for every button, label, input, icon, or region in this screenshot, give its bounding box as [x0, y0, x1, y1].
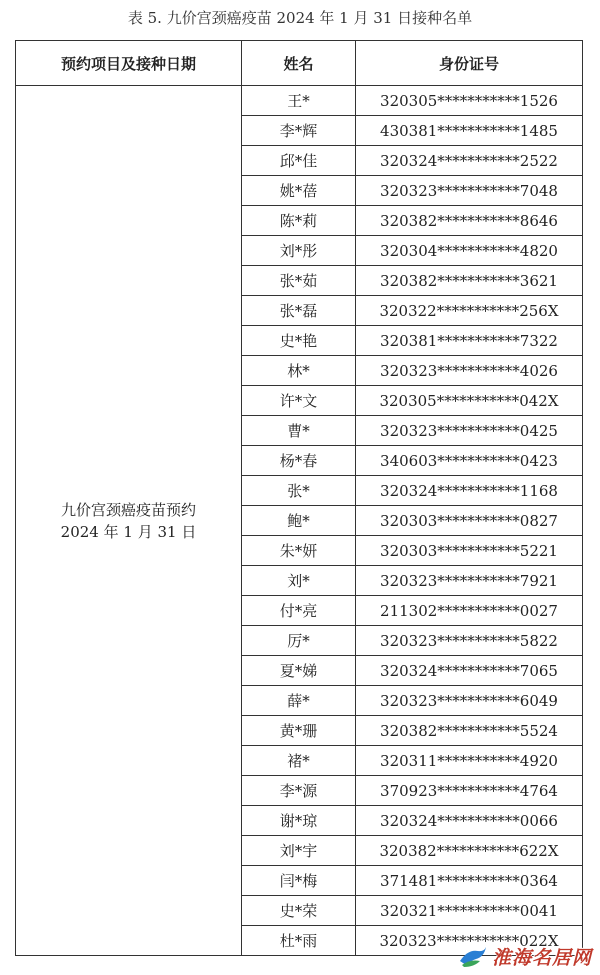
- name-cell: 杜*雨: [242, 926, 356, 956]
- name-cell: 刘*: [242, 566, 356, 596]
- name-cell: 薛*: [242, 686, 356, 716]
- table-body: [16, 86, 583, 956]
- id-number-cell: 320382***********622X: [356, 836, 583, 866]
- watermark-text: 淮海名居网: [491, 946, 592, 969]
- id-number-cell: 370923***********4764: [356, 776, 583, 806]
- table-caption: 表 5. 九价宫颈癌疫苗 2024 年 1 月 31 日接种名单: [127, 9, 473, 27]
- name-cell: 史*艳: [242, 326, 356, 356]
- name-cell: 闫*梅: [242, 866, 356, 896]
- project-date: 2024 年 1 月 31 日: [60, 522, 197, 541]
- name-cell: 李*源: [242, 776, 356, 806]
- name-cell: 黄*珊: [242, 716, 356, 746]
- name-cell: 陈*莉: [242, 206, 356, 236]
- id-number-cell: 320304***********4820: [356, 236, 583, 266]
- name-cell: 史*荣: [242, 896, 356, 926]
- name-cell: 姚*蓓: [242, 176, 356, 206]
- id-number-cell: 320323***********022X: [356, 926, 583, 956]
- name-cell: 王*: [242, 86, 356, 116]
- id-number-cell: 211302***********0027: [356, 596, 583, 626]
- table-row: [16, 86, 583, 116]
- name-cell: 李*辉: [242, 116, 356, 146]
- id-number-cell: 320305***********1526: [356, 86, 583, 116]
- name-cell: 张*: [242, 476, 356, 506]
- name-cell: 厉*: [242, 626, 356, 656]
- name-cell: 林*: [242, 356, 356, 386]
- id-number-cell: 320311***********4920: [356, 746, 583, 776]
- name-cell: 刘*宇: [242, 836, 356, 866]
- bird-logo-icon: [458, 943, 488, 969]
- id-number-cell: 320323***********0425: [356, 416, 583, 446]
- id-number-cell: 320303***********0827: [356, 506, 583, 536]
- name-cell: 付*亮: [242, 596, 356, 626]
- id-number-cell: 320324***********7065: [356, 656, 583, 686]
- site-watermark: [458, 941, 592, 971]
- project-title: 九价宫颈癌疫苗预约: [60, 500, 196, 519]
- name-cell: 褚*: [242, 746, 356, 776]
- vaccination-roster-table: [15, 40, 583, 956]
- id-number-cell: 320324***********0066: [356, 806, 583, 836]
- id-number-cell: 320381***********7322: [356, 326, 583, 356]
- id-number-cell: 340603***********0423: [356, 446, 583, 476]
- name-cell: 谢*琼: [242, 806, 356, 836]
- name-cell: 杨*春: [242, 446, 356, 476]
- id-number-cell: 320382***********5524: [356, 716, 583, 746]
- id-number-cell: 320323***********6049: [356, 686, 583, 716]
- name-cell: 刘*彤: [242, 236, 356, 266]
- project-cell: [16, 86, 242, 956]
- name-cell: 张*茹: [242, 266, 356, 296]
- header-name: 姓名: [242, 41, 356, 86]
- id-number-cell: 320321***********0041: [356, 896, 583, 926]
- name-cell: 张*磊: [242, 296, 356, 326]
- name-cell: 许*文: [242, 386, 356, 416]
- id-number-cell: 320323***********7048: [356, 176, 583, 206]
- id-number-cell: 371481***********0364: [356, 866, 583, 896]
- name-cell: 鲍*: [242, 506, 356, 536]
- id-number-cell: 320323***********4026: [356, 356, 583, 386]
- id-number-cell: 320324***********2522: [356, 146, 583, 176]
- id-number-cell: 320323***********5822: [356, 626, 583, 656]
- id-number-cell: 320382***********3621: [356, 266, 583, 296]
- name-cell: 朱*妍: [242, 536, 356, 566]
- id-number-cell: 320323***********7921: [356, 566, 583, 596]
- id-number-cell: 430381***********1485: [356, 116, 583, 146]
- id-number-cell: 320305***********042X: [356, 386, 583, 416]
- id-number-cell: 320382***********8646: [356, 206, 583, 236]
- table-header-row: [16, 41, 583, 86]
- id-number-cell: 320322***********256X: [356, 296, 583, 326]
- name-cell: 夏*娣: [242, 656, 356, 686]
- header-project: 预约项目及接种日期: [16, 41, 242, 86]
- header-id: 身份证号: [356, 41, 583, 86]
- id-number-cell: 320303***********5221: [356, 536, 583, 566]
- name-cell: 曹*: [242, 416, 356, 446]
- id-number-cell: 320324***********1168: [356, 476, 583, 506]
- name-cell: 邱*佳: [242, 146, 356, 176]
